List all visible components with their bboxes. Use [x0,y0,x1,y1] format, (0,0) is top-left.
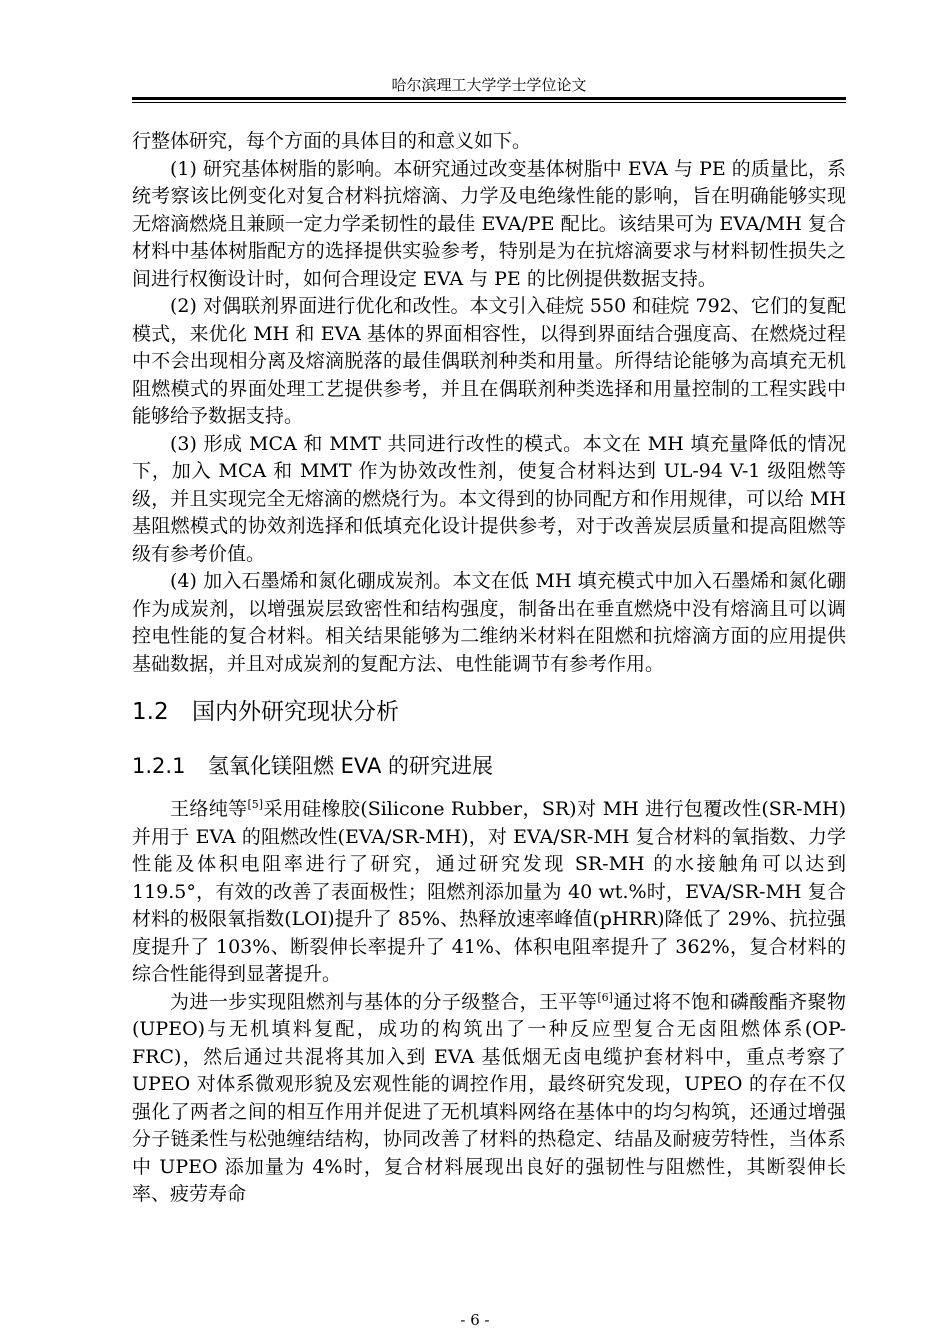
paragraph-research-6 [132,989,846,1209]
subsection-title: 氢氧化镁阻燃 EVA 的研究进展 [208,754,494,778]
header-rule-thick [132,97,846,100]
running-header: 哈尔滨理工大学学士学位论文 [391,76,587,94]
subsection-number: 1.2.1 [132,754,186,778]
paragraph-item-2: (2) 对偶联剂界面进行优化和改性。本文引入硅烷 550 和硅烷 792、它们的复配模式，来优化 MH 和 EVA 基体的界面相容性，以得到界面结合强度高、在燃烧过程中不会出现相分离及熔滴脱落的最佳偶联剂种类和用量。所得结论能够为高填充无机阻燃模式的界面处理工艺提供参考，并且在偶联剂种类选择和用量控制的工程实践中能够给予数据支持。 [132,295,846,427]
paragraph-item-1: (1) 研究基体树脂的影响。本研究通过改变基体树脂中 EVA 与 PE 的质量比，系统考察该比例变化对复合材料抗熔滴、力学及电绝缘性能的影响，旨在明确能够实现无熔滴燃烧且兼顾一定力学柔韧性的最佳 EVA/PE 配比。该结果可为 EVA/MH 复合材料中基体树脂配方的选择提供实验参考，特别是为在抗熔滴要求与材料韧性损失之间进行权衡设计时，如何合理设定 EVA 与 PE 的比例提供数据支持。 [132,157,846,290]
citation-6[interactable]: [6] [597,990,613,1004]
citation-5[interactable]: [5] [247,798,264,811]
section-number: 1.2 [132,699,169,725]
section-heading [132,694,846,730]
header-rule-thin [132,102,846,103]
paragraph-lead: 王络纯等 [170,798,248,820]
paragraph-research-5 [132,796,846,989]
page-body [132,128,846,1209]
section-title: 国内外研究现状分析 [192,699,399,725]
paragraph-item-4: (4) 加入石墨烯和氮化硼成炭剂。本文在低 MH 填充模式中加入石墨烯和氮化硼作为成炭剂，以增强炭层致密性和结构强度，制备出在垂直燃烧中没有熔滴且可以调控电性能的复合材料。相关结果能够为二维纳米材料在阻燃和抗熔滴方面的应用提供基础数据，并且对成炭剂的复配方法、电性能调节有参考作用。 [132,570,846,675]
paragraph-text: 采用硅橡胶(Silicone Rubber，SR)对 MH 进行包覆改性(SR-MH)并用于 EVA 的阻燃改性(EVA/SR-MH)，对 EVA/SR-MH 复合材料的氧指数、力学性能及体积电阻率进行了研究，通过研究发现 SR-MH 的水接触角可以达到 119.5°，有效的改善了表面极性；阻燃剂添加量为 40 wt.%时，EVA/SR-MH 复合材料的极限氧指数(LOI)提升了 85%、热释放速率峰值(pHRR)降低了 29%、抗拉强度提升了 103%、断裂伸长率提升了 41%、体积电阻率提升了 362%，复合材料的综合性能得到显著提升。 [132,798,846,985]
paragraph-continuation: 行整体研究，每个方面的具体目的和意义如下。 [132,130,532,152]
subsection-heading [132,750,846,782]
page-number: - 6 - [460,1311,490,1329]
paragraph-lead: 为进一步实现阻燃剂与基体的分子级整合，王平等 [170,990,598,1013]
paragraph-item-3: (3) 形成 MCA 和 MMT 共同进行改性的模式。本文在 MH 填充量降低的情况下，加入 MCA 和 MMT 作为协效改性剂，使复合材料达到 UL-94 V-1 级阻燃等级，并且实现完全无熔滴的燃烧行为。本文得到的协同配方和作用规律，可以给 MH 基阻燃模式的协效剂选择和低填充化设计提供参考，对于改善炭层质量和提高阻燃等级有参考价值。 [132,432,846,565]
paragraph-text: 通过将不饱和磷酸酯齐聚物(UPEO)与无机填料复配，成功的构筑出了一种反应型复合无卤阻燃体系(OP-FRC)，然后通过共混将其加入到 EVA 基低烟无卤电缆护套材料中，重点考察了 UPEO 对体系微观形貌及宏观性能的调控作用，最终研究发现，UPEO 的存在不仅强化了两者之间的相互作用并促进了无机填料网络在基体中的均匀构筑，还通过增强分子链柔性与松弛缠结结构，协同改善了材料的热稳定、结晶及耐疲劳特性，当体系中 UPEO 添加量为 4%时，复合材料展现出良好的强韧性与阻燃性，其断裂伸长率、疲劳寿命 [132,990,846,1205]
